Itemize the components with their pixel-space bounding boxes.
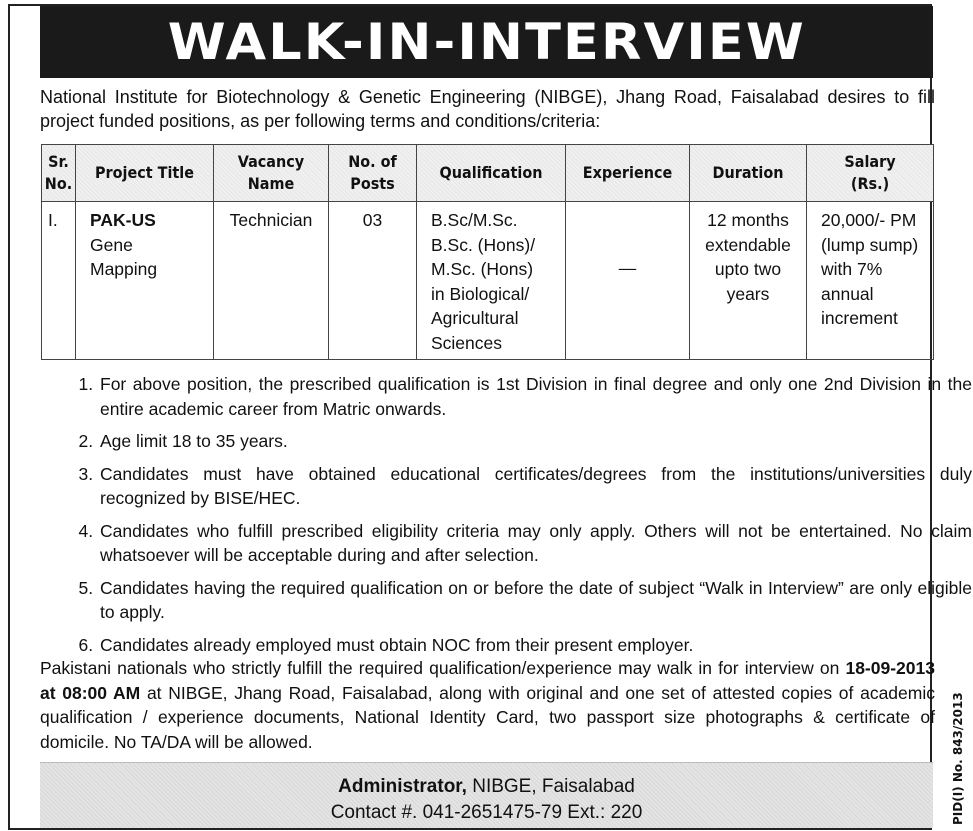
condition-item: 5. Candidates having the required qualification on or before the date of subject “Walk in Interview” are only eligible to apply. — [98, 576, 972, 625]
condition-item: 1. For above position, the prescribed qualification is 1st Division in final degree and only one 2nd Division in the entire academic career from Matric onwards. — [98, 372, 972, 421]
cell-posts: 03 — [329, 202, 417, 360]
pid-number: PID(I) No. 843/2013 — [951, 692, 965, 825]
header-no-of-posts: No. of Posts — [329, 145, 417, 202]
header-salary: Salary (Rs.) — [807, 145, 934, 202]
page-title: WALK-IN-INTERVIEW — [167, 13, 806, 71]
header-sr: Sr. No. — [42, 145, 76, 202]
conditions-list — [62, 372, 972, 665]
walkin-paragraph: Pakistani nationals who strictly fulfill the required qualification/experience may walk in for interview on 18-09-2013 at 08:00 AM at NIBGE, Jhang Road, Faisalabad, along with original and one set of attested copies of academic qualification / experience documents, National Identity Card, two passport size photographs & certificate of domicile. No TA/DA will be allowed. — [40, 658, 935, 752]
table-row — [42, 202, 934, 360]
header-duration: Duration — [690, 145, 807, 202]
condition-item: 6. Candidates already employed must obtain NOC from their present employer. — [98, 633, 972, 658]
header-project-title: Project Title — [76, 145, 214, 202]
cell-qualification: B.Sc/M.Sc. B.Sc. (Hons)/ M.Sc. (Hons) in Biological/ Agricultural Sciences — [417, 202, 566, 360]
header-vacancy-name: Vacancy Name — [214, 145, 329, 202]
condition-item: 2. Age limit 18 to 35 years. — [98, 429, 972, 454]
cell-experience: — — [566, 202, 690, 360]
cell-project-title: PAK-US Gene Mapping — [76, 202, 214, 360]
table-header-row — [42, 145, 934, 202]
header-experience: Experience — [566, 145, 690, 202]
contact-footer — [40, 762, 933, 828]
condition-item: 3. Candidates must have obtained educational certificates/degrees from the institutions/universities duly recognized by BISE/HEC. — [98, 462, 972, 511]
interview-datetime: 18-09-2013 at 08:00 AM — [40, 658, 935, 703]
intro-text: National Institute for Biotechnology & Genetic Engineering (NIBGE), Jhang Road, Faisalabad desires to fill project funded positions, as per following terms and conditions/criteria: — [40, 87, 935, 131]
condition-item: 4. Candidates who fulfill prescribed eligibility criteria may only apply. Others will not be entertained. No claim whatsoever will be acceptable during and after selection. — [98, 519, 972, 568]
positions-table — [41, 144, 934, 360]
administrator-line: Administrator, NIBGE, Faisalabad — [338, 776, 635, 797]
cell-sr: I. — [42, 202, 76, 360]
project-title-main: PAK-US — [90, 210, 156, 230]
header-banner — [40, 6, 933, 78]
contact-line: Contact #. 041-2651475-79 Ext.: 220 — [330, 802, 643, 823]
cell-salary: 20,000/- PM (lump sump) with 7% annual increment — [807, 202, 934, 360]
cell-duration: 12 months extendable upto two years — [690, 202, 807, 360]
header-qualification: Qualification — [417, 145, 566, 202]
cell-vacancy: Technician — [214, 202, 329, 360]
